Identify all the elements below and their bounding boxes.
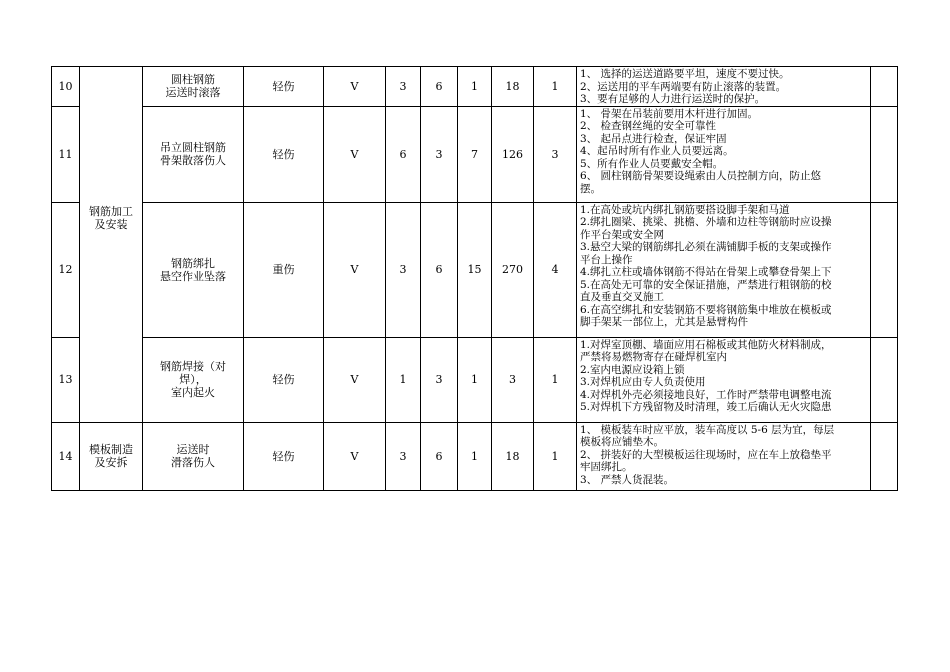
measure: 3、要有足够的人力进行运送时的保护。 — [580, 93, 766, 105]
row-number: 13 — [52, 337, 80, 422]
risk-grade: 1 — [534, 422, 577, 490]
value-d: 126 — [492, 106, 534, 202]
risk-grade: 1 — [534, 337, 577, 422]
value-c: 1 — [458, 337, 492, 422]
risk-level: V — [324, 67, 386, 107]
hazard-item: 运送时 滑落伤人 — [143, 422, 244, 490]
remarks-cell — [871, 422, 898, 490]
hazard-item: 吊立圆柱钢筋 骨架散落伤人 — [143, 106, 244, 202]
value-l: 1 — [386, 337, 421, 422]
control-measures — [577, 106, 871, 202]
measure: 1、 骨架在吊装前要用木杆进行加固。 — [580, 107, 759, 120]
measure: 2、 检查钢丝绳的安全可靠性 — [580, 120, 717, 132]
hazard-item: 钢筋焊接（对 焊）， 室内起火 — [143, 337, 244, 422]
risk-level: V — [324, 106, 386, 202]
risk-assessment-table — [51, 66, 898, 491]
value-e: 3 — [421, 106, 458, 202]
work-category: 模板制造 及安拆 — [89, 443, 133, 469]
measure: 2.绑扎圈梁、挑梁、挑檐、外墙和边柱等钢筋时应设操 作平台架或安全网 — [580, 216, 832, 241]
measure: 1.对焊室顶棚、墙面应用石棉板或其他防火材料制成， 严禁将易燃物寄存在碰焊机室内 — [580, 338, 832, 363]
value-e: 6 — [421, 67, 458, 107]
value-l: 3 — [386, 67, 421, 107]
measure: 6、 圆柱钢筋骨架要设绳索由人员控制方向，防止悠 摆。 — [580, 170, 822, 195]
injury-type: 轻伤 — [244, 106, 324, 202]
value-e: 6 — [421, 422, 458, 490]
control-measures — [577, 337, 871, 422]
row-number: 14 — [52, 422, 80, 490]
value-d: 3 — [492, 337, 534, 422]
value-l: 6 — [386, 106, 421, 202]
measure: 5.对焊机下方残留物及时清理，竣工后确认无火灾隐患 — [580, 401, 832, 413]
measure: 3、 严禁人货混装。 — [580, 473, 675, 486]
value-c: 1 — [458, 422, 492, 490]
control-measures — [577, 67, 871, 107]
work-category-cell — [80, 422, 143, 490]
value-l: 3 — [386, 422, 421, 490]
measure: 1、 模板装车时应平放，装车高度以 5-6 层为宜，每层 模板将应铺垫木。 — [580, 423, 835, 448]
hazard-item: 圆柱钢筋 运送时滚落 — [143, 67, 244, 107]
measure: 3.对焊机应由专人负责使用 — [580, 376, 706, 388]
control-measures — [577, 422, 871, 490]
remarks-cell — [871, 106, 898, 202]
remarks-cell — [871, 67, 898, 107]
value-c: 15 — [458, 202, 492, 337]
value-l: 3 — [386, 202, 421, 337]
table-row — [52, 422, 898, 490]
measure: 3、 起吊点进行检查，保证牢固 — [580, 132, 727, 145]
measure: 1.在高处或坑内绑扎钢筋要搭设脚手架和马道 — [580, 203, 790, 216]
row-number: 11 — [52, 106, 80, 202]
measure: 3.悬空大梁的钢筋绑扎必须在满铺脚手板的支架或操作 平台上操作 — [580, 241, 832, 266]
injury-type: 轻伤 — [244, 67, 324, 107]
injury-type: 轻伤 — [244, 422, 324, 490]
row-number: 10 — [52, 67, 80, 107]
measure: 1、 选择的运送道路要平坦，速度不要过快。 — [580, 68, 790, 80]
injury-type: 轻伤 — [244, 337, 324, 422]
control-measures — [577, 202, 871, 337]
measure: 5、所有作业人员要戴安全帽。 — [580, 157, 724, 170]
table-row — [52, 202, 898, 337]
hazard-item: 钢筋绑扎 悬空作业坠落 — [143, 202, 244, 337]
remarks-cell — [871, 337, 898, 422]
risk-level: V — [324, 422, 386, 490]
work-category-cell — [80, 67, 143, 423]
injury-type: 重伤 — [244, 202, 324, 337]
risk-level: V — [324, 337, 386, 422]
row-number: 12 — [52, 202, 80, 337]
table-row — [52, 67, 898, 107]
measure: 2、 拼装好的大型模板运往现场时，应在车上放稳垫平 牢固绑扎。 — [580, 448, 832, 473]
measure: 5.在高处无可靠的安全保证措施，严禁进行粗钢筋的校 直及垂直交叉施工 — [580, 278, 832, 303]
table-row — [52, 106, 898, 202]
risk-grade: 4 — [534, 202, 577, 337]
value-d: 18 — [492, 67, 534, 107]
value-c: 1 — [458, 67, 492, 107]
risk-grade: 3 — [534, 106, 577, 202]
measure: 2、运送用的平车两端要有防止滚落的装置。 — [580, 80, 787, 93]
remarks-cell — [871, 202, 898, 337]
work-category: 钢筋加工 及安装 — [89, 205, 133, 232]
value-c: 7 — [458, 106, 492, 202]
value-e: 6 — [421, 202, 458, 337]
value-d: 18 — [492, 422, 534, 490]
measure: 6.在高空绑扎和安装钢筋不要将钢筋集中堆放在模板或 脚手架某一部位上，尤其是悬臂构件 — [580, 303, 832, 328]
value-e: 3 — [421, 337, 458, 422]
risk-level: V — [324, 202, 386, 337]
table-row — [52, 337, 898, 422]
measure: 4.绑扎立柱或墙体钢筋不得站在骨架上或攀登骨架上下 — [580, 266, 832, 278]
value-d: 270 — [492, 202, 534, 337]
measure: 2.室内电源应设箱上锁 — [580, 363, 685, 376]
measure: 4.对焊机外壳必须接地良好，工作时严禁带电调整电流 — [580, 388, 832, 401]
measure: 4、起吊时所有作业人员要远离。 — [580, 145, 734, 157]
risk-grade: 1 — [534, 67, 577, 107]
